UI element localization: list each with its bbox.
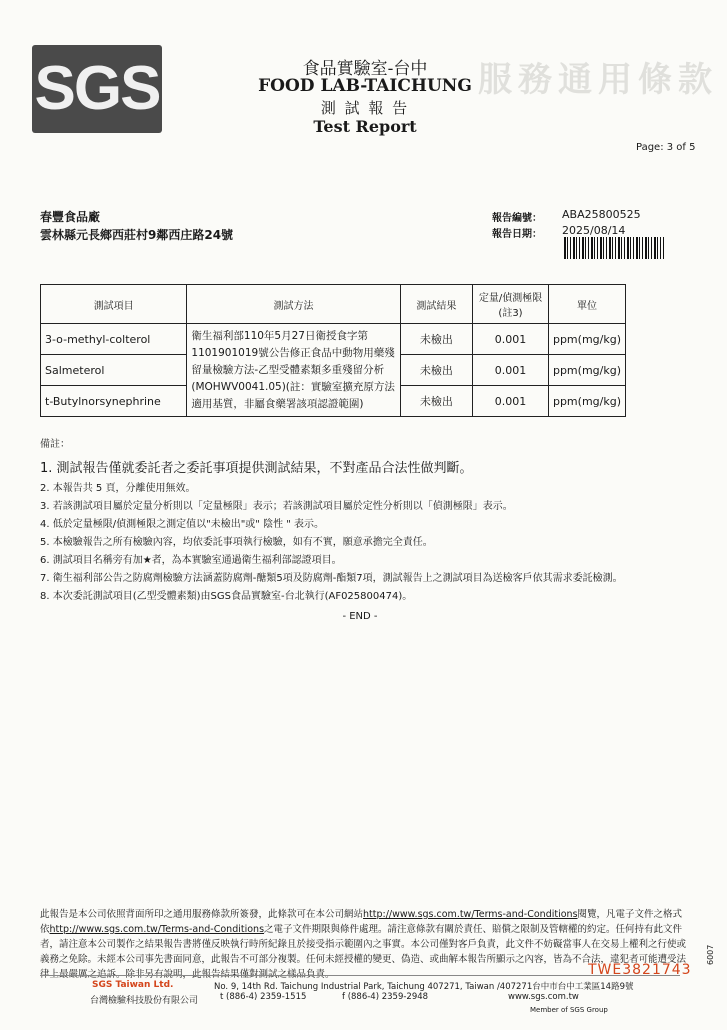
- watermark-title: 服務通用條款: [478, 60, 718, 100]
- footer-divider: [40, 975, 680, 976]
- footer-text: 之電子文件期限與條件處理。請注意條款有關於責任、賠償之限制及管轄權的約定。任何持有此文件者，請注意本公司製作之結果報告書將僅反映執行時所紀錄且於接受指示範圍內之事實。本公司僅對客戶負責，此文件不妨礙當事人在交易上權利之行使或義務之免除。未經本公司事先書面同意，此報告不可部分複製。任何未經授權的變更、偽造、或曲解本報告所顯示之內容，皆為不合法，違犯者可能遭受法律上最嚴厲之追訴。除非另有說明，此報告結果僅對測試之樣品負責。: [40, 924, 687, 980]
- notes-section: [40, 436, 680, 626]
- company-address: No. 9, 14th Rd. Taichung Industrial Park, Taichung 407271, Taiwan /407271台中市台中工業區14路9號: [214, 982, 634, 992]
- note-item: 8. 本次委託測試項目(乙型受體素類)由SGS食品實驗室-台北執行(AF025800474)。: [40, 591, 413, 602]
- company-tel: t (886-4) 2359-1515: [220, 992, 307, 1002]
- cell-limit: 0.001: [473, 386, 549, 417]
- cell-unit: ppm(mg/kg): [548, 355, 625, 386]
- cell-limit: 0.001: [473, 355, 549, 386]
- report-title-zh: 測 試 報 告: [320, 99, 410, 117]
- note-item: 2. 本報告共 5 頁，分離使用無效。: [40, 483, 196, 494]
- sgs-logo: SGS: [32, 45, 162, 133]
- cell-result: 未檢出: [400, 355, 472, 386]
- header-unit: 單位: [548, 285, 625, 324]
- company-web: www.sgs.com.tw: [508, 992, 579, 1002]
- serial-number: TWE3821743: [588, 962, 692, 978]
- footer-text: 此報告是本公司依照背面所印之通用服務條款所簽發，此條款可在本公司網站: [40, 909, 364, 920]
- note-item: 5. 本檢驗報告之所有檢驗內容，均依委託事項執行檢驗，如有不實，願意承擔完全責任。: [40, 537, 433, 548]
- terms-link[interactable]: http://www.sgs.com.tw/Terms-and-Conditions: [363, 909, 578, 920]
- table-row: [41, 324, 626, 355]
- company-name-en: SGS Taiwan Ltd.: [92, 980, 174, 990]
- report-no-value: ABA25800525: [562, 208, 641, 221]
- barcode: [564, 237, 664, 259]
- terms-link[interactable]: http://www.sgs.com.tw/Terms-and-Conditions: [49, 924, 265, 935]
- cell-unit: ppm(mg/kg): [548, 386, 625, 417]
- report-date-value: 2025/08/14: [562, 224, 626, 237]
- client-name: 春豐食品廠: [40, 210, 101, 224]
- cell-method: 衛生福利部110年5月27日衛授食字第1101901019號公告修正食品中動物用藥殘留量檢驗方法-乙型受體素類多重殘留分析(MOHWV0041.05)(註：實驗室擴充原方法適用基質，非屬食藥署該項認證範圍): [187, 324, 400, 417]
- cell-unit: ppm(mg/kg): [548, 324, 625, 355]
- client-address: 雲林縣元長鄉西莊村9鄰西庄路24號: [40, 228, 234, 242]
- header-test-method: 測試方法: [187, 285, 400, 324]
- cell-item: 3-o-methyl-colterol: [41, 324, 187, 355]
- lab-name-zh: 食品實驗室-台中: [302, 59, 428, 79]
- cell-result: 未檢出: [400, 324, 472, 355]
- report-no-label: 報告編號：: [492, 213, 542, 224]
- company-name-zh: 台灣檢驗科技股份有限公司: [90, 996, 199, 1006]
- cell-limit: 0.001: [473, 324, 549, 355]
- note-item: 6. 測試項目名稱旁有加★者，為本實驗室通過衛生福利部認證項目。: [40, 555, 342, 566]
- report-date-label: 報告日期：: [492, 229, 542, 240]
- note-item: 1. 測試報告僅就委託者之委託事項提供測試結果，不對產品合法性做判斷。: [40, 461, 473, 476]
- report-title-en: Test Report: [313, 117, 417, 136]
- header-result: 測試結果: [400, 285, 472, 324]
- table-header-row: [41, 285, 626, 324]
- cell-item: Salmeterol: [41, 355, 187, 386]
- note-item: 4. 低於定量極限/偵測極限之測定值以"未檢出"或" 陰性 " 表示。: [40, 519, 325, 530]
- note-item: 3. 若該測試項目屬於定量分析則以「定量極限」表示；若該測試項目屬於定性分析則以「偵測極限」表示。: [40, 501, 513, 512]
- cell-item: t-Butylnorsynephrine: [41, 386, 187, 417]
- notes-title: 備註：: [40, 439, 70, 450]
- page-number: Page: 3 of 5: [636, 142, 696, 153]
- results-table: [40, 284, 626, 417]
- lab-name-en: FOOD LAB-TAICHUNG: [258, 76, 472, 96]
- company-fax: f (886-4) 2359-2948: [342, 992, 429, 1002]
- footer-text: 閱覽，凡電子文件之格式依: [40, 909, 683, 935]
- member-text: Member of SGS Group: [530, 1006, 608, 1014]
- end-marker: - END -: [342, 611, 378, 622]
- header-test-item: 測試項目: [41, 285, 187, 324]
- header-limit: 定量/偵測極限(註3): [473, 285, 549, 324]
- side-code: 6007: [706, 944, 715, 965]
- note-item: 7. 衛生福利部公告之防腐劑檢驗方法涵蓋防腐劑-醣類5項及防腐劑-酯類7項，測試報告上之測試項目為送檢客戶依其需求委託檢測。: [40, 573, 623, 584]
- cell-result: 未檢出: [400, 386, 472, 417]
